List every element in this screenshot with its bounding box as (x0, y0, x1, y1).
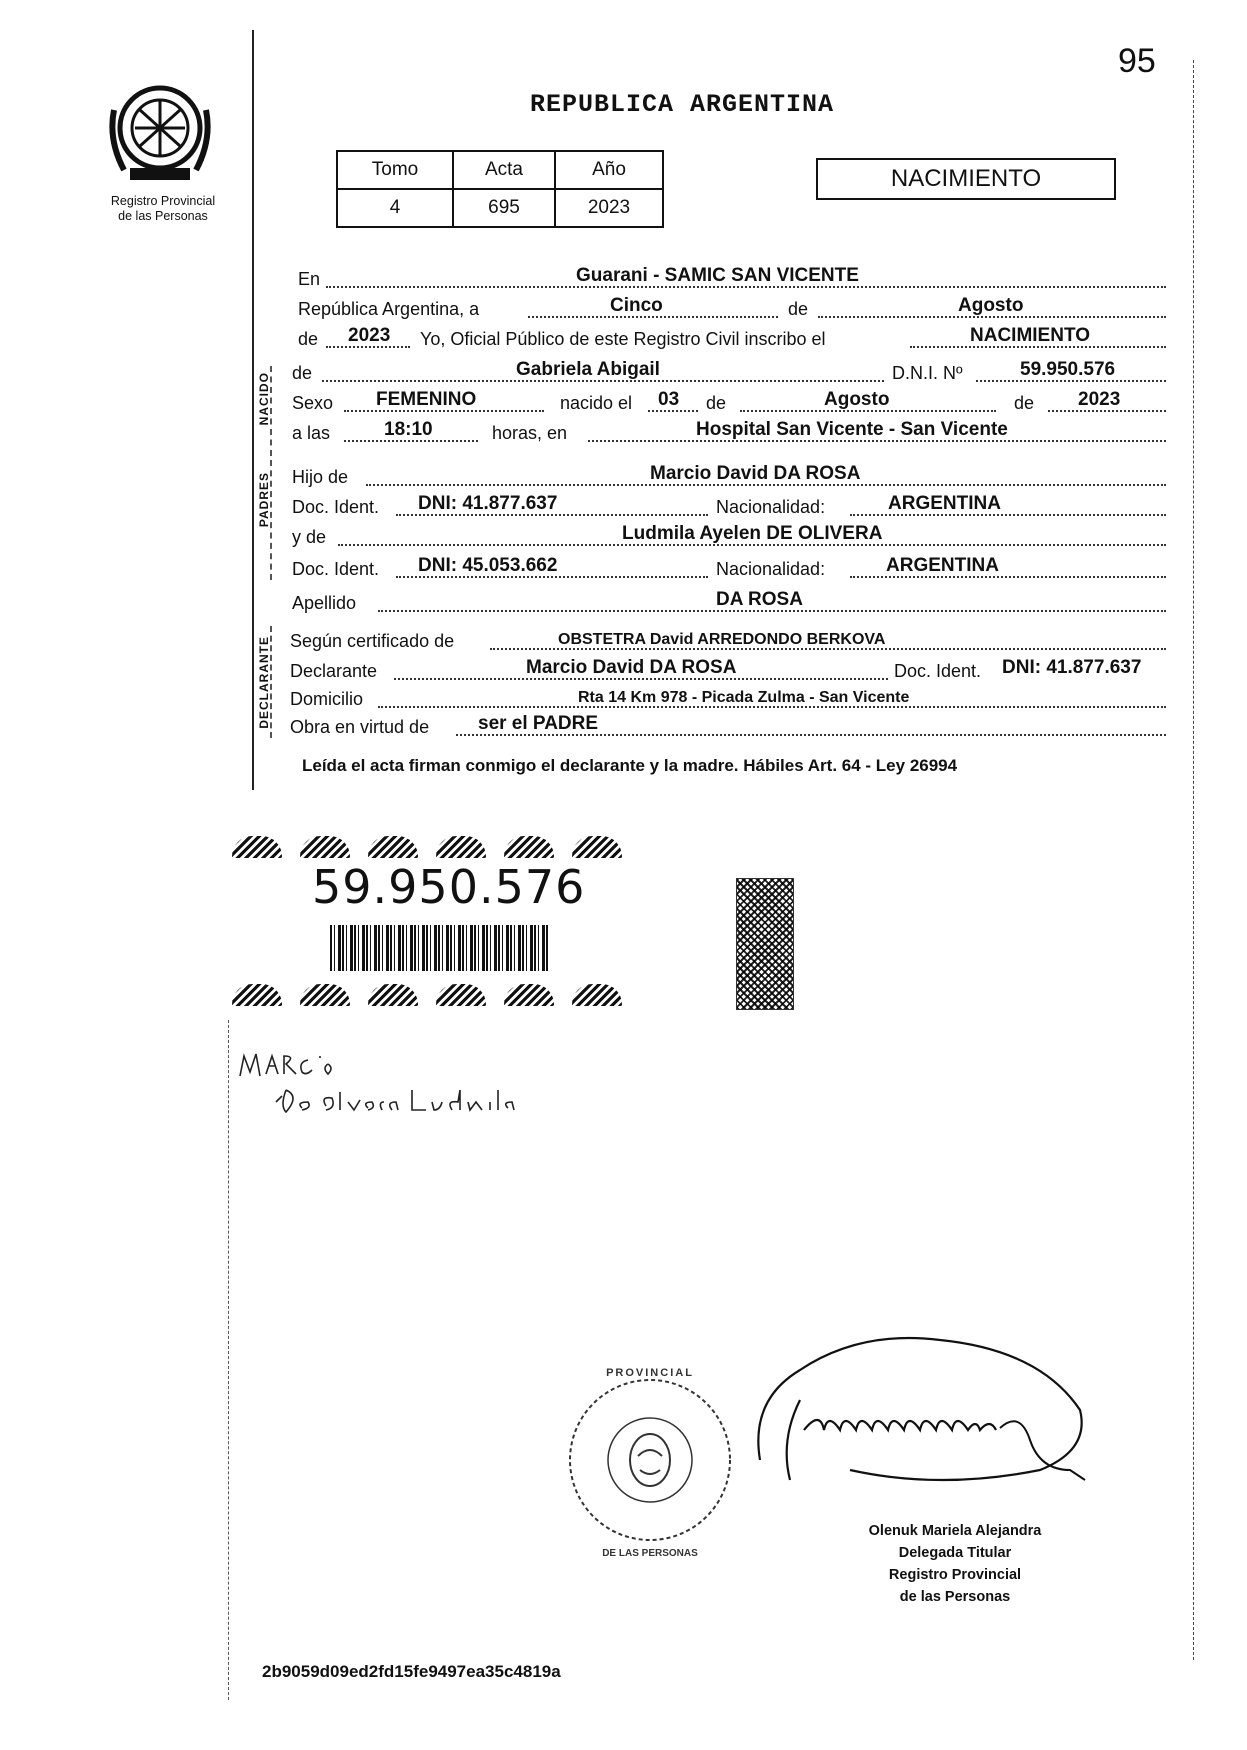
label-doc-ident: Doc. Ident. (292, 497, 380, 517)
field-birth-month: Agosto (824, 389, 890, 410)
label-de: de (788, 299, 809, 319)
page-number: 95 (1118, 42, 1156, 80)
field-declarante-doc: DNI: 41.877.637 (1002, 657, 1142, 678)
field-birth-time: 18:10 (384, 419, 433, 440)
field-mother-doc: DNI: 45.053.662 (418, 555, 558, 576)
label-nacionalidad: Nacionalidad: (716, 559, 826, 579)
field-address: Rta 14 Km 978 - Picada Zulma - San Vicente (578, 689, 910, 706)
field-mother-nationality: ARGENTINA (886, 555, 999, 576)
document-hash: 2b9059d09ed2fd15fe9497ea35c4819a (262, 1662, 561, 1681)
label-doc-ident: Doc. Ident. (292, 559, 380, 579)
label-obra: Obra en virtud de (290, 717, 430, 737)
security-pattern (504, 984, 554, 1006)
label-certificado: Según certificado de (290, 631, 455, 651)
field-surname: DA ROSA (716, 589, 803, 610)
line-y-de (292, 520, 1168, 550)
svg-text:PROVINCIAL: PROVINCIAL (606, 1367, 694, 1379)
security-hologram (736, 878, 794, 1010)
official-office: de las Personas (899, 1589, 1011, 1605)
field-reason: ser el PADRE (478, 713, 599, 734)
section-label-declarante: DECLARANTE (257, 636, 271, 729)
label-de: de (706, 393, 727, 413)
security-pattern (300, 984, 350, 1006)
handwritten-signatures (236, 1046, 526, 1126)
line-republica (298, 292, 1168, 322)
label-a-las: a las (292, 423, 331, 443)
field-father-doc: DNI: 41.877.637 (418, 493, 558, 514)
label-republica: República Argentina, a (298, 299, 480, 319)
security-pattern (436, 984, 486, 1006)
field-certificate: OBSTETRA David ARREDONDO BERKOVA (558, 631, 886, 648)
field-month: Agosto (958, 295, 1024, 316)
field-father-nationality: ARGENTINA (888, 493, 1001, 514)
line-obra (290, 710, 1168, 740)
field-year: 2023 (348, 325, 391, 346)
label-declarante: Declarante (290, 661, 378, 681)
label-en: En (298, 269, 321, 289)
table-header: Tomo (337, 151, 453, 189)
security-band-bottom (232, 984, 682, 1010)
section-bar (270, 460, 272, 580)
left-margin-rule-lower (228, 1020, 229, 1700)
field-child-dni: 59.950.576 (1020, 359, 1116, 380)
section-bar (270, 626, 272, 738)
security-pattern (232, 984, 282, 1006)
section-label-nacido: NACIDO (257, 372, 271, 426)
table-header: Acta (453, 151, 555, 189)
field-mother-name: Ludmila Ayelen DE OLIVERA (622, 523, 883, 544)
field-birth-day: 03 (658, 389, 680, 410)
label-hijo-de: Hijo de (292, 467, 349, 487)
line-mother-doc (292, 552, 1168, 582)
line-domicilio (290, 682, 1168, 712)
line-apellido (292, 586, 1168, 616)
field-father-name: Marcio David DA ROSA (650, 463, 861, 484)
field-sexo: FEMENINO (376, 389, 477, 410)
section-bar (270, 366, 272, 456)
official-seal (560, 1360, 740, 1560)
label-nacido-el: nacido el (560, 393, 633, 413)
table-cell: 695 (453, 189, 555, 227)
registry-caption-line: de las Personas (118, 209, 208, 223)
security-pattern (572, 984, 622, 1006)
official-title: Delegada Titular (898, 1545, 1012, 1561)
official-office: Registro Provincial (888, 1567, 1022, 1583)
left-margin-rule (252, 30, 254, 790)
line-year (298, 322, 1168, 352)
field-child-name: Gabriela Abigail (516, 359, 660, 380)
barcode (330, 925, 550, 971)
line-nacido-hora (292, 416, 1168, 446)
field-birth-year: 2023 (1078, 389, 1121, 410)
document-title: REPUBLICA ARGENTINA (530, 90, 835, 119)
security-pattern (300, 836, 350, 858)
line-hijo-de (292, 460, 1168, 490)
line-certificado (290, 624, 1168, 654)
security-pattern (572, 836, 622, 858)
label-domicilio: Domicilio (290, 689, 364, 709)
line-nacido-sexo (292, 386, 1168, 416)
line-en (298, 262, 1168, 292)
line-nacido-name (292, 356, 1168, 386)
svg-text:DE LAS PERSONAS: DE LAS PERSONAS (602, 1548, 698, 1559)
label-doc-ident: Doc. Ident. (894, 661, 982, 681)
dni-large-number: 59.950.576 (312, 860, 586, 914)
security-pattern (436, 836, 486, 858)
field-day-words: Cinco (610, 295, 663, 316)
tomo-acta-ano-table (336, 150, 664, 228)
official-name: Olenuk Mariela Alejandra (868, 1523, 1042, 1539)
registry-caption-line: Registro Provincial (110, 194, 216, 208)
field-declarante-name: Marcio David DA ROSA (526, 657, 737, 678)
table-header: Año (555, 151, 663, 189)
registry-caption (78, 194, 248, 224)
official-block (820, 1520, 1090, 1608)
legal-note: Leída el acta firman conmigo el declarante y la madre. Hábiles Art. 64 - Ley 26994 (302, 756, 958, 775)
right-margin-rule (1193, 60, 1194, 1660)
security-band-top (232, 836, 682, 862)
table-cell: 4 (337, 189, 453, 227)
label-dni: D.N.I. Nº (892, 363, 963, 383)
label-sexo: Sexo (292, 393, 334, 413)
province-logo (100, 70, 220, 190)
label-nacionalidad: Nacionalidad: (716, 497, 826, 517)
label-de: de (292, 363, 313, 383)
label-de-year: de (298, 329, 319, 349)
field-inscription: NACIMIENTO (970, 325, 1090, 346)
officer-text: Yo, Oficial Público de este Registro Civil inscribo el (420, 329, 826, 349)
label-apellido: Apellido (292, 593, 357, 613)
field-birth-place: Hospital San Vicente - San Vicente (696, 419, 1008, 440)
security-pattern (368, 836, 418, 858)
security-pattern (368, 984, 418, 1006)
record-type-box: NACIMIENTO (816, 158, 1116, 200)
official-signature (740, 1300, 1120, 1520)
security-pattern (232, 836, 282, 858)
security-pattern (504, 836, 554, 858)
line-father-doc (292, 490, 1168, 520)
section-label-padres: PADRES (257, 472, 271, 528)
label-horas-en: horas, en (492, 423, 568, 443)
field-place: Guarani - SAMIC SAN VICENTE (576, 265, 859, 286)
label-de: de (1014, 393, 1035, 413)
table-cell: 2023 (555, 189, 663, 227)
label-y-de: y de (292, 527, 327, 547)
line-declarante (290, 654, 1168, 684)
